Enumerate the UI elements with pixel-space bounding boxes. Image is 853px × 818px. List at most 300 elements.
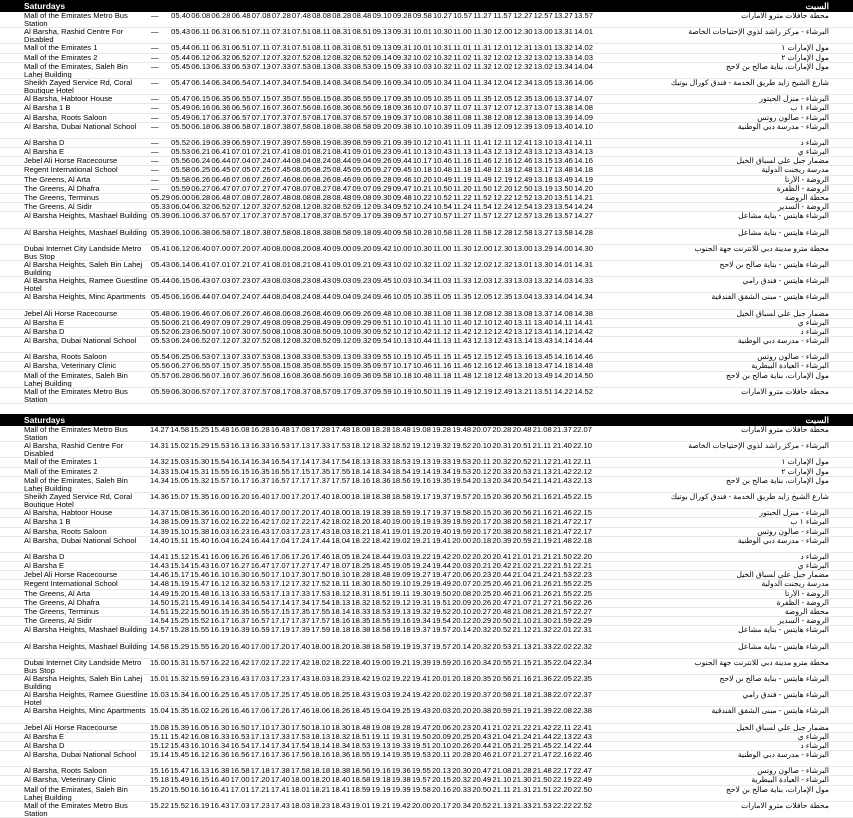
time-cell: 15.39 xyxy=(170,723,190,732)
time-cell: 18.34 xyxy=(331,741,351,750)
time-cell: 13.29 xyxy=(533,244,553,253)
time-cell: 18.10 xyxy=(331,571,351,580)
time-cell: 21.11 xyxy=(532,442,552,451)
stop-name-arabic: البرشاء - مدرسة دبي الوطنية xyxy=(737,751,829,760)
time-cell: 09.03 xyxy=(332,277,352,286)
time-cell: 08.17 xyxy=(312,113,332,122)
time-cell: 07.38 xyxy=(271,122,291,131)
time-cell: 10.39 xyxy=(432,122,452,131)
time-cell: 21.46 xyxy=(552,509,572,518)
time-cell: 08.05 xyxy=(291,166,311,175)
time-cell: 17.20 xyxy=(290,492,310,501)
time-cell: 15.10 xyxy=(170,527,190,536)
time-cell: 17.32 xyxy=(290,580,310,589)
time-cell: 13.57 xyxy=(573,12,593,20)
stop-name-arabic: محطة حافلات مترو الامارات xyxy=(741,426,829,434)
time-cell: 13.14 xyxy=(513,337,533,346)
time-cell: 05.44 xyxy=(171,44,191,53)
time-cell: 08.09 xyxy=(271,318,291,327)
time-cell: 08.31 xyxy=(332,44,352,53)
time-cell: — xyxy=(151,122,159,131)
stop-name-arabic: الروضة - الأرتا xyxy=(784,175,829,184)
time-cell: 09.08 xyxy=(352,194,372,202)
stop-name: Al Barsha, Dubai National School xyxy=(24,536,137,545)
time-cell: 16.13 xyxy=(230,442,250,451)
time-cell: 13.21 xyxy=(513,387,533,396)
time-cell: 16.33 xyxy=(210,732,230,741)
time-cell: 13.50 xyxy=(553,184,573,193)
time-cell: 08.27 xyxy=(312,184,332,193)
time-cell: 19.28 xyxy=(431,426,451,434)
time-cell: 07.31 xyxy=(271,44,291,53)
time-cell: 08.39 xyxy=(332,138,352,147)
time-cell: 15.20 xyxy=(170,589,190,598)
time-cell: 21.51 xyxy=(532,785,552,794)
time-cell: 21.59 xyxy=(552,617,572,626)
time-cell: 09.35 xyxy=(352,362,372,371)
time-cell: 20.25 xyxy=(472,589,492,598)
time-cell: 05.40 xyxy=(171,12,191,20)
time-cell: 15.04 xyxy=(170,467,190,476)
time-cell: 14.31 xyxy=(150,442,170,451)
time-cell: 12.24 xyxy=(493,203,513,212)
time-cell: 07.38 xyxy=(251,228,271,237)
time-cell: 09.30 xyxy=(372,194,392,202)
table-row xyxy=(0,493,853,509)
time-cell: 06.16 xyxy=(191,104,211,113)
time-cell: 06.41 xyxy=(191,260,211,269)
time-cell: 17.14 xyxy=(290,458,310,467)
stop-name-arabic: البرشاء - العيادة البيطرية xyxy=(751,362,829,371)
time-cell: 05.59 xyxy=(151,387,171,396)
time-cell: 13.05 xyxy=(533,78,553,87)
time-cell: 18.40 xyxy=(351,658,371,667)
time-cell: 14.02 xyxy=(573,44,593,53)
time-cell: 14.38 xyxy=(573,309,593,318)
table-row xyxy=(0,293,853,309)
time-cell: 09.32 xyxy=(392,53,412,62)
time-cell: 14.43 xyxy=(150,562,170,571)
time-cell: 11.13 xyxy=(432,337,452,346)
stop-name-arabic: البرشاء هايتس - مبنى الشقق الفندقية xyxy=(711,293,829,302)
time-cell: 18.36 xyxy=(331,751,351,760)
time-cell: 08.46 xyxy=(332,175,352,184)
stop-name-arabic: مول الإمارات ١ xyxy=(781,458,829,467)
time-cell: 15.48 xyxy=(190,589,210,598)
time-cell: 11.20 xyxy=(453,184,472,193)
time-cell: 22.13 xyxy=(552,732,572,741)
time-cell: 10.42 xyxy=(412,327,432,336)
time-cell: 20.38 xyxy=(492,518,512,527)
time-cell: 19.57 xyxy=(411,776,431,785)
time-cell: 18.00 xyxy=(331,509,351,518)
time-cell: 08.16 xyxy=(271,371,291,380)
time-cell: 11.49 xyxy=(453,387,472,396)
time-cell: 18.44 xyxy=(371,552,391,561)
timetable-section xyxy=(0,0,853,404)
time-cell: 19.43 xyxy=(411,707,431,716)
time-cell: 09.06 xyxy=(332,309,352,318)
time-cell: 17.13 xyxy=(290,442,310,451)
time-cell: 16.57 xyxy=(270,476,290,485)
time-cell: 10.19 xyxy=(392,387,412,396)
time-cell: 05.43 xyxy=(151,260,171,269)
time-cell: 15.18 xyxy=(150,776,170,785)
time-cell: 06.46 xyxy=(211,175,231,184)
time-cell: 09.18 xyxy=(372,104,392,113)
stop-name-arabic: البرشاء هايتس - بناية مشاعل xyxy=(738,626,829,635)
section-header xyxy=(0,0,853,12)
time-cell: 08.06 xyxy=(271,309,291,318)
time-cell: 07.32 xyxy=(251,203,271,212)
time-cell: 18.36 xyxy=(371,476,391,485)
time-cell: 20.31 xyxy=(492,442,512,451)
time-cell: 18.25 xyxy=(331,691,351,700)
time-cell: 13.51 xyxy=(553,194,573,202)
time-cell: 18.00 xyxy=(331,492,351,501)
time-cell: 08.38 xyxy=(332,122,352,131)
time-cell: 11.16 xyxy=(432,362,452,371)
time-cell: 19.39 xyxy=(391,785,411,794)
time-cell: 14.51 xyxy=(150,608,170,616)
time-cell: 14.49 xyxy=(150,589,170,598)
time-cell: 10.13 xyxy=(392,337,412,346)
time-cell: 17.34 xyxy=(311,458,331,467)
time-cell: 10.20 xyxy=(412,175,432,184)
time-cell: 13.40 xyxy=(533,318,553,327)
stop-name-arabic: شارع الشيخ زايد طريق الخدمة - فندق كورال بوتيك xyxy=(670,492,829,501)
stop-name: Al Barsha Heights, Mashael Building xyxy=(24,212,147,221)
time-cell: 06.38 xyxy=(211,122,231,131)
time-cell: 22.41 xyxy=(572,723,592,732)
time-cell: 12.30 xyxy=(493,244,513,253)
time-cell: 06.36 xyxy=(211,104,231,113)
time-cell: 20.16 xyxy=(431,785,451,794)
time-cell: 12.42 xyxy=(493,327,513,336)
table-row xyxy=(0,194,853,203)
time-cell: 10.17 xyxy=(412,157,432,166)
time-cell: 17.37 xyxy=(311,476,331,485)
time-cell: 10.08 xyxy=(412,113,432,122)
time-cell: 21.33 xyxy=(532,642,552,651)
time-cell: 20.34 xyxy=(452,801,472,810)
stop-name-arabic: البرشاء ي xyxy=(797,732,829,741)
time-cell: 14.48 xyxy=(573,362,593,371)
time-cell: 20.52 xyxy=(512,458,532,467)
time-cell: 21.27 xyxy=(512,751,532,760)
time-cell: 07.56 xyxy=(291,104,311,113)
time-cell: 20.50 xyxy=(492,617,512,626)
time-cell: 16.42 xyxy=(230,658,250,667)
time-cell: 20.26 xyxy=(452,741,472,750)
time-cell: 18.28 xyxy=(351,571,371,580)
time-cell: 07.50 xyxy=(251,327,271,336)
time-cell: 07.49 xyxy=(251,318,271,327)
time-cell: 09.34 xyxy=(392,78,412,87)
time-cell: 07.55 xyxy=(251,362,271,371)
stop-name: Al Barsha, Roots Saloon xyxy=(24,353,107,362)
time-cell: 09.31 xyxy=(392,44,412,53)
time-cell: 17.22 xyxy=(270,658,290,667)
time-cell: 17.19 xyxy=(270,626,290,635)
time-cell: 17.43 xyxy=(311,527,331,536)
time-cell: 13.32 xyxy=(533,277,553,286)
time-cell: 16.20 xyxy=(230,492,250,501)
time-cell: 14.50 xyxy=(573,371,593,380)
time-cell: 14.20 xyxy=(573,184,593,193)
time-cell: 12.32 xyxy=(513,62,533,71)
time-cell: 12.05 xyxy=(493,95,513,104)
time-cell: 16.42 xyxy=(250,518,270,527)
time-cell: 12.20 xyxy=(493,184,513,193)
time-cell: 15.16 xyxy=(150,767,170,776)
time-cell: 14.18 xyxy=(553,362,573,371)
time-cell: 19.53 xyxy=(411,751,431,760)
time-cell: 18.20 xyxy=(331,642,351,651)
time-cell: 11.19 xyxy=(453,175,472,184)
time-cell: 22.08 xyxy=(552,707,572,716)
time-cell: 16.27 xyxy=(230,562,250,571)
time-cell: 06.37 xyxy=(191,212,211,221)
time-cell: 18.41 xyxy=(371,527,391,536)
time-cell: 19.32 xyxy=(411,608,431,616)
time-cell: 22.16 xyxy=(552,751,572,760)
time-cell: 12.18 xyxy=(473,371,493,380)
time-cell: 16.57 xyxy=(250,617,270,626)
stop-name-arabic: البرشاء - العيادة البيطرية xyxy=(751,776,829,785)
time-cell: 17.08 xyxy=(290,426,310,434)
time-cell: 21.45 xyxy=(532,741,552,750)
time-cell: 07.40 xyxy=(251,244,271,253)
time-cell: 16.54 xyxy=(250,598,270,607)
time-cell: 06.31 xyxy=(211,44,231,53)
time-cell: 19.04 xyxy=(371,707,391,716)
time-cell: 17.18 xyxy=(250,767,270,776)
time-cell: 20.11 xyxy=(431,751,451,760)
time-cell: 12.19 xyxy=(493,175,513,184)
time-cell: 08.08 xyxy=(312,12,332,20)
time-cell: 19.22 xyxy=(411,552,431,561)
time-cell: 08.38 xyxy=(312,228,332,237)
stop-name: Al Barsha 1 B xyxy=(24,518,71,527)
time-cell: 08.53 xyxy=(352,62,372,71)
time-cell: 11.43 xyxy=(473,148,492,157)
table-row xyxy=(0,468,853,477)
table-row xyxy=(0,458,853,467)
stop-name: Al Barsha E xyxy=(24,318,65,327)
time-cell: 17.53 xyxy=(311,589,331,598)
time-cell: 11.16 xyxy=(453,157,472,166)
time-cell: 16.02 xyxy=(210,518,230,527)
time-cell: 20.38 xyxy=(492,527,512,536)
time-cell: 21.02 xyxy=(492,723,512,732)
time-cell: 07.03 xyxy=(211,277,231,286)
time-cell: 15.54 xyxy=(210,458,230,467)
time-cell: 10.57 xyxy=(432,212,452,221)
time-cell: 21.45 xyxy=(552,492,572,501)
time-cell: 11.57 xyxy=(493,12,512,20)
time-cell: 20.19 xyxy=(452,691,472,700)
stop-name: Mall of the Emirates 2 xyxy=(24,467,98,476)
time-cell: 16.35 xyxy=(230,608,250,616)
time-cell: 07.32 xyxy=(231,337,251,346)
table-row xyxy=(0,518,853,527)
time-cell: 20.28 xyxy=(452,751,472,760)
time-cell: 18.56 xyxy=(391,476,411,485)
section-title: Saturdays xyxy=(24,1,66,11)
time-cell: 13.38 xyxy=(553,104,573,113)
time-cell: 15.45 xyxy=(170,751,190,760)
time-cell: 13.33 xyxy=(533,293,553,302)
time-cell: 06.11 xyxy=(191,44,210,53)
table-row xyxy=(0,261,853,277)
time-cell: 11.02 xyxy=(432,260,452,269)
time-cell: 12.11 xyxy=(493,138,512,147)
time-cell: 10.30 xyxy=(432,28,452,37)
time-cell: 19.59 xyxy=(452,527,472,536)
time-cell: 20.17 xyxy=(472,527,492,536)
time-cell: 17.57 xyxy=(311,617,331,626)
time-cell: 15.32 xyxy=(170,674,190,683)
time-cell: 09.15 xyxy=(332,362,352,371)
time-cell: 18.18 xyxy=(351,492,371,501)
time-cell: 21.07 xyxy=(492,751,512,760)
time-cell: 15.21 xyxy=(170,598,190,607)
time-cell: 11.37 xyxy=(473,104,492,113)
time-cell: 16.55 xyxy=(250,608,270,616)
time-cell: 07.00 xyxy=(211,244,231,253)
table-row xyxy=(0,553,853,562)
time-cell: 16.37 xyxy=(230,617,250,626)
time-cell: 11.18 xyxy=(453,166,472,175)
table-row xyxy=(0,599,853,608)
time-cell: 14.07 xyxy=(573,95,593,104)
time-cell: 14.24 xyxy=(573,203,593,212)
stop-name: Sheikh Zayed Service Rd, Coral Boutique Hotel xyxy=(24,78,133,95)
time-cell: 18.48 xyxy=(371,571,391,580)
time-cell: 09.24 xyxy=(352,293,372,302)
time-cell: 06.31 xyxy=(211,28,231,37)
time-cell: 11.28 xyxy=(453,228,472,237)
time-cell: 05.59 xyxy=(171,184,191,193)
time-cell: 15.22 xyxy=(170,608,190,616)
time-cell: 06.00 xyxy=(171,194,191,202)
time-cell: 16.07 xyxy=(210,562,230,571)
time-cell: 12.18 xyxy=(493,166,513,175)
time-cell: 18.28 xyxy=(371,426,391,434)
time-cell: 20.36 xyxy=(492,492,512,501)
time-cell: 09.47 xyxy=(392,184,412,193)
time-cell: 13.45 xyxy=(533,353,553,362)
time-cell: 06.51 xyxy=(231,28,251,37)
time-cell: 17.38 xyxy=(270,767,290,776)
time-cell: 06.25 xyxy=(191,166,211,175)
time-cell: 11.07 xyxy=(453,104,472,113)
time-cell: — xyxy=(151,28,159,37)
time-cell: 15.55 xyxy=(210,467,230,476)
time-cell: 09.35 xyxy=(392,95,412,104)
table-row xyxy=(0,185,853,194)
time-cell: 06.46 xyxy=(191,309,211,318)
time-cell: 11.35 xyxy=(473,95,492,104)
time-cell: 19.19 xyxy=(391,642,411,651)
time-cell: 20.20 xyxy=(452,707,472,716)
time-cell: 22.19 xyxy=(552,776,572,785)
time-cell: 08.00 xyxy=(271,244,291,253)
time-cell: 20.18 xyxy=(452,674,472,683)
time-cell: 16.17 xyxy=(210,617,230,626)
stop-name-arabic: البرشاء ي xyxy=(797,148,829,157)
time-cell: 10.34 xyxy=(432,78,452,87)
stop-name: Al Barsha E xyxy=(24,148,65,157)
time-cell: 19.14 xyxy=(371,751,391,760)
table-row xyxy=(0,608,853,617)
time-cell: 20.56 xyxy=(512,492,532,501)
time-cell: 09.15 xyxy=(372,62,392,71)
stop-name-arabic: محطة حافلات مترو الامارات xyxy=(741,12,829,20)
time-cell: 10.22 xyxy=(412,194,432,202)
time-cell: 22.11 xyxy=(572,458,592,467)
time-cell: 07.13 xyxy=(211,353,231,362)
time-cell: 14.58 xyxy=(170,426,190,434)
time-cell: 13.20 xyxy=(513,371,533,380)
time-cell: 09.45 xyxy=(372,277,392,286)
time-cell: 22.47 xyxy=(572,767,592,776)
time-cell: 07.30 xyxy=(231,327,251,336)
time-cell: 15.09 xyxy=(170,518,190,527)
time-cell: 11.50 xyxy=(473,184,492,193)
time-cell: 06.57 xyxy=(191,387,211,396)
time-cell: — xyxy=(151,53,159,62)
time-cell: 21.22 xyxy=(532,562,552,571)
table-row xyxy=(0,353,853,362)
time-cell: 14.58 xyxy=(150,642,170,651)
time-cell: 06.27 xyxy=(191,184,211,193)
time-cell: 21.55 xyxy=(552,589,572,598)
time-cell: 06.12 xyxy=(191,53,211,62)
time-cell: 22.31 xyxy=(572,626,592,635)
time-cell: 07.57 xyxy=(271,212,291,221)
time-cell: 10.34 xyxy=(412,277,432,286)
stop-name-arabic: مضمار جبل علي لسباق الخيل xyxy=(736,309,829,318)
stop-name: Al Barsha D xyxy=(24,741,65,750)
time-cell: 06.30 xyxy=(171,387,191,396)
stop-name: Mall of the Emirates, Saleh Bin Lahej Building xyxy=(24,476,128,493)
time-cell: 11.58 xyxy=(473,228,492,237)
time-cell: 06.56 xyxy=(191,371,211,380)
stop-name: Al Barsha Heights, Mashael Building xyxy=(24,642,147,651)
time-cell: 09.36 xyxy=(392,104,412,113)
time-cell: 21.15 xyxy=(512,658,532,667)
time-cell: 18.58 xyxy=(391,492,411,501)
time-cell: 07.51 xyxy=(291,28,311,37)
time-cell: 07.39 xyxy=(271,138,291,147)
time-cell: 15.55 xyxy=(190,642,210,651)
time-cell: 19.33 xyxy=(431,458,451,467)
time-cell: 22.17 xyxy=(572,527,592,536)
time-cell: 21.30 xyxy=(532,617,552,626)
time-cell: 20.47 xyxy=(492,598,512,607)
time-cell: 21.10 xyxy=(492,776,512,785)
time-cell: 18.02 xyxy=(311,658,331,667)
stop-name: Jebel Ali Horse Racecourse xyxy=(24,723,118,732)
time-cell: 11.43 xyxy=(453,337,472,346)
time-cell: 18.43 xyxy=(351,691,371,700)
time-cell: 17.23 xyxy=(250,801,270,810)
time-cell: 19.21 xyxy=(371,801,391,810)
time-cell: 13.43 xyxy=(553,148,573,157)
time-cell: 20.56 xyxy=(492,674,512,683)
